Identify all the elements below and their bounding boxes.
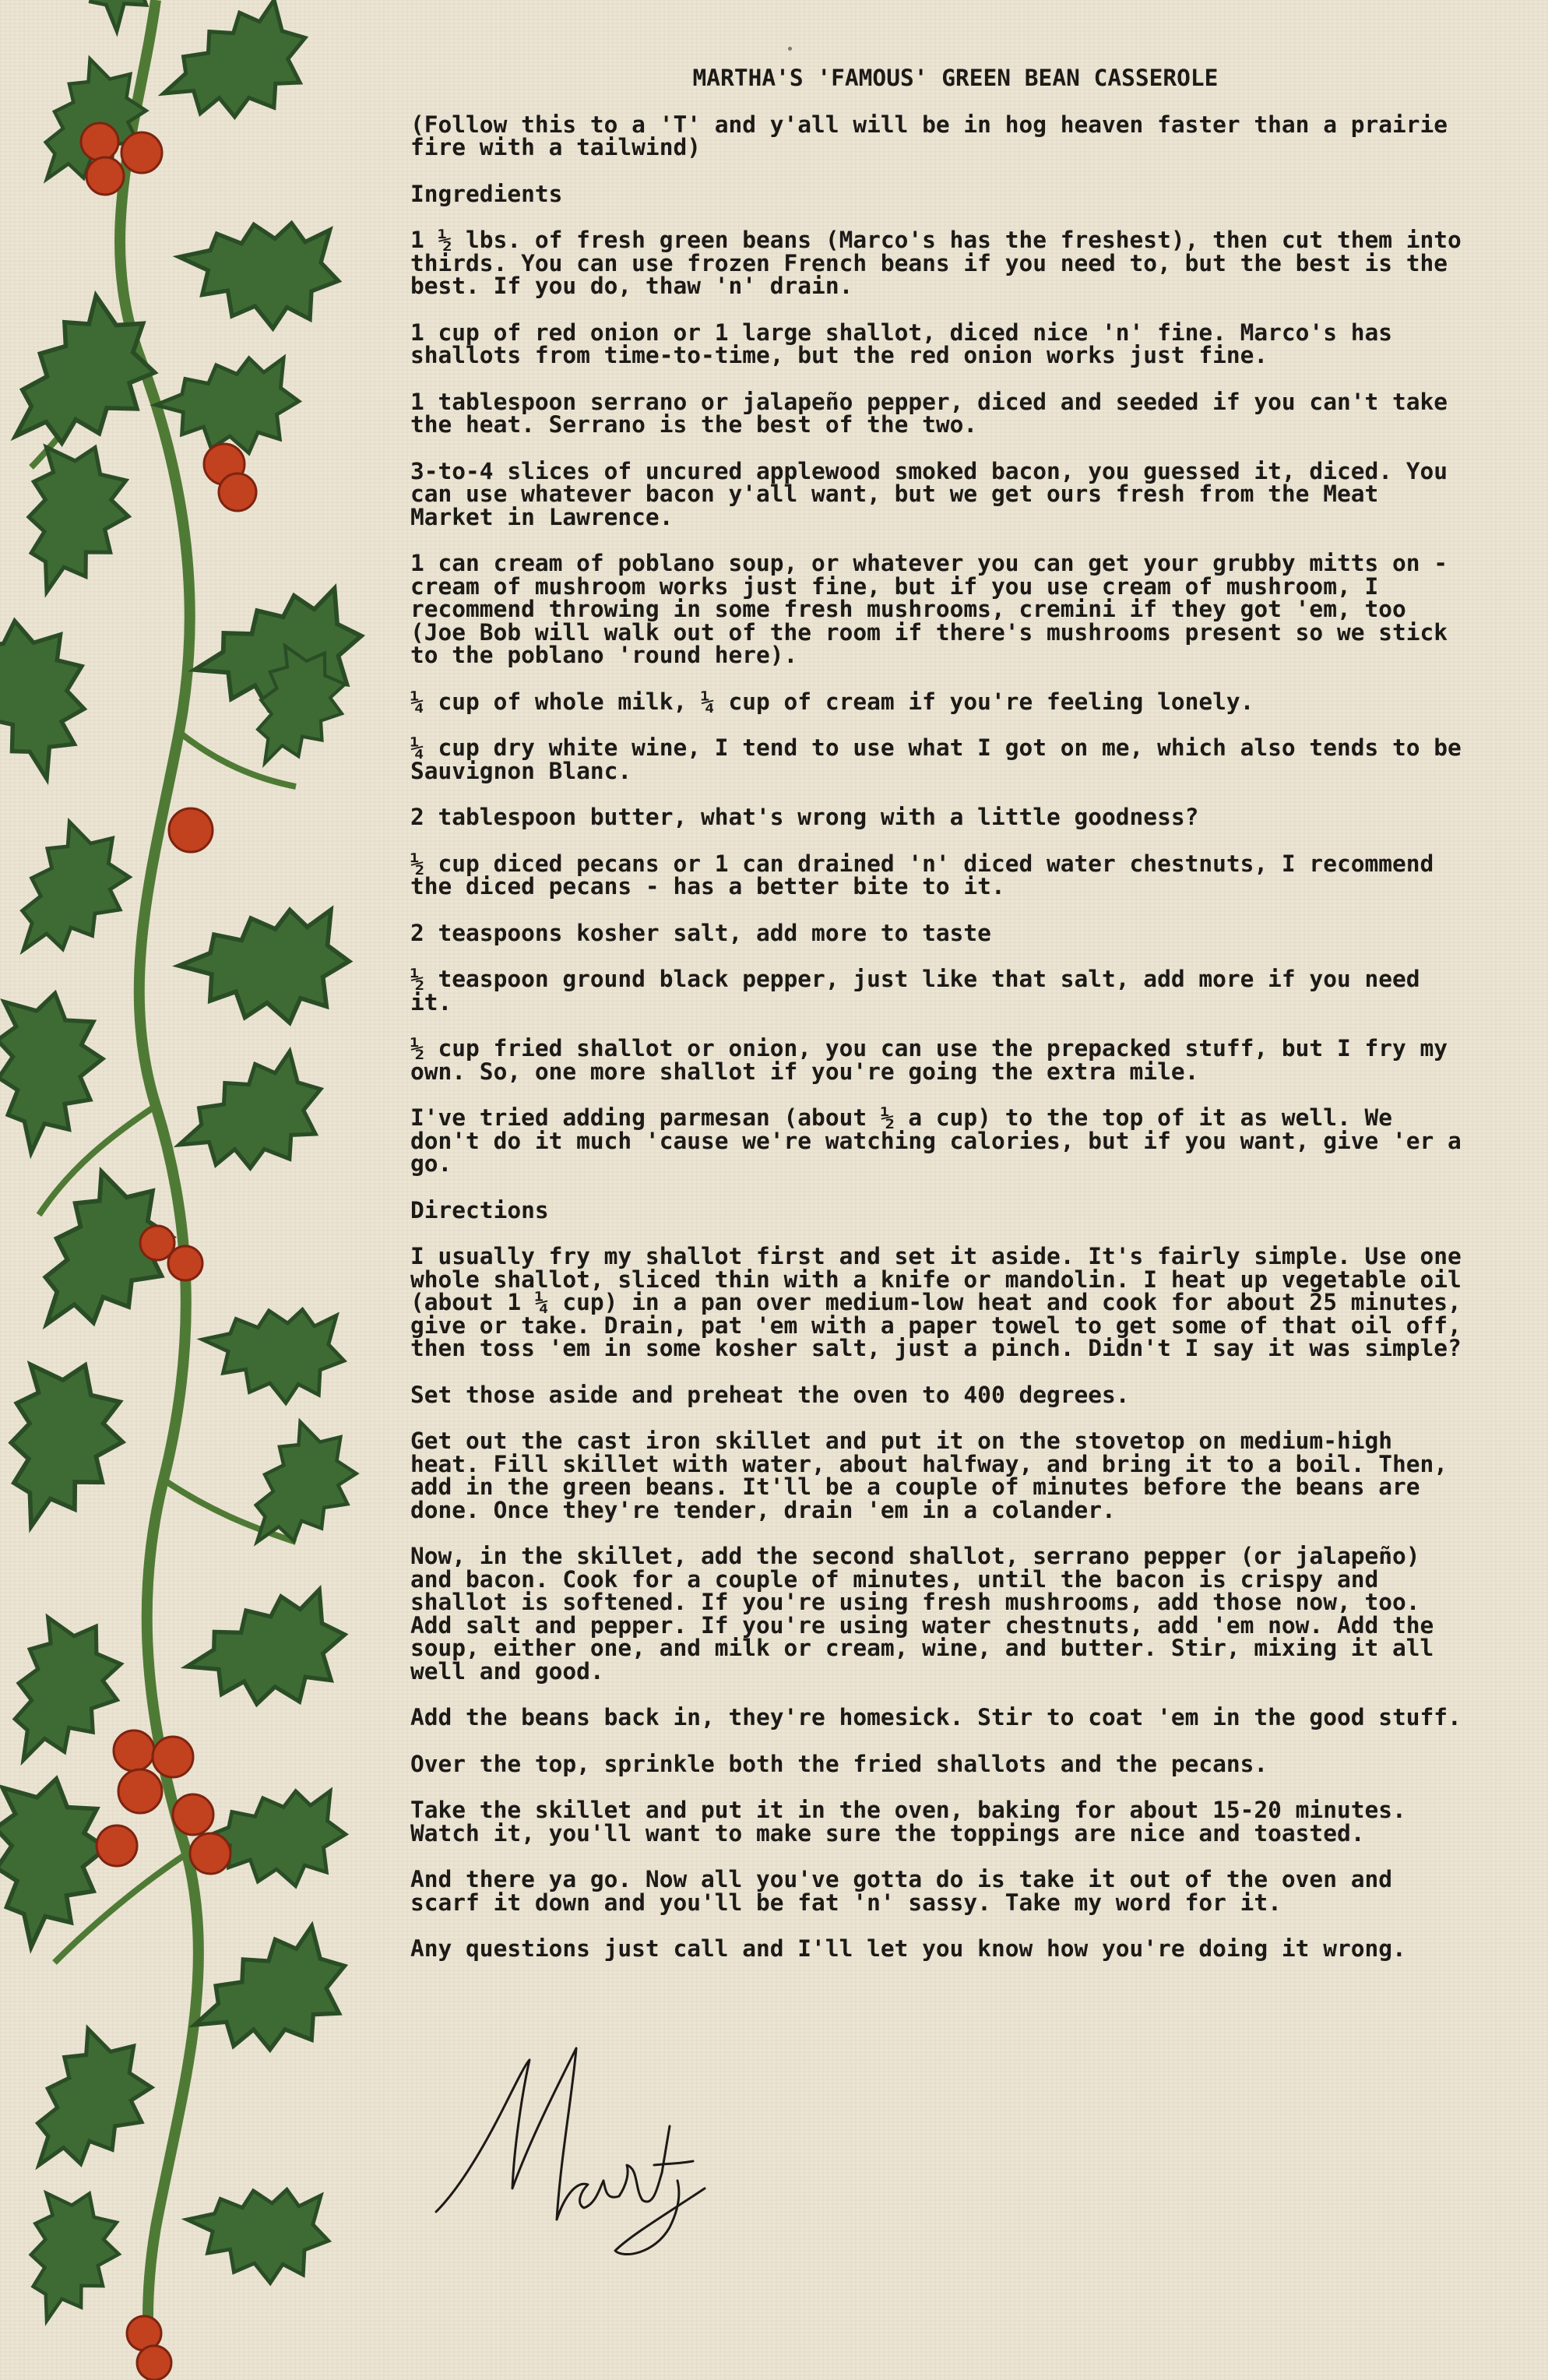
ingredient-item: ½ teaspoon ground black pepper, just like that salt, add more if you need it. bbox=[410, 966, 1420, 1016]
recipe-letter bbox=[410, 67, 1469, 1984]
ingredients-heading: Ingredients bbox=[410, 180, 563, 207]
holly-vine-illustration bbox=[0, 0, 374, 2380]
ingredient-item: 1 cup of red onion or 1 large shallot, diced nice 'n' fine. Marco's has shallots from time-to-time, but the red onion works just fine. bbox=[410, 319, 1392, 368]
ingredient-item: 1 tablespoon serrano or jalapeño pepper, diced and seeded if you can't take the heat. Serrano is the best of the two. bbox=[410, 388, 1448, 438]
direction-step: I usually fry my shallot first and set it aside. It's fairly simple. Use one whole shallot, sliced thin with a knife or mandolin. I heat up vegetable oil (about 1 ¼ cup) in a pan over medium-low heat and cook for about 25 minutes, give or take. Drain, pat 'em with a paper towel to get some of that oil off, then toss 'em in some kosher salt, just a pinch. Didn't I say it was simple? bbox=[410, 1243, 1462, 1361]
direction-step: Set those aside and preheat the oven to 400 degrees. bbox=[410, 1381, 1130, 1408]
ingredient-item: 1 can cream of poblano soup, or whatever you can get your grubby mitts on - cream of mushroom works just fine, but if you use cream of mushroom, I recommend throwing in some fresh mushrooms, cremini if they got 'em, too (Joe Bob will walk out of the room if there's mushrooms present so we stick to the poblano 'round here). bbox=[410, 550, 1448, 668]
direction-step: Any questions just call and I'll let you know how you're doing it wrong. bbox=[410, 1935, 1406, 1962]
direction-step: Get out the cast iron skillet and put it on the stovetop on medium-high heat. Fill skillet with water, about halfway, and bring it to a boil. Then, add in the green beans. It'll be a couple of minutes before the beans are done. Once they're tender, drain 'em in a colander. bbox=[410, 1428, 1448, 1523]
recipe-intro: (Follow this to a 'T' and y'all will be in hog heaven faster than a prairie fire with a tailwind) bbox=[410, 111, 1448, 160]
ingredient-item: ¼ cup dry white wine, I tend to use what I got on me, which also tends to be Sauvignon Blanc. bbox=[410, 734, 1462, 784]
recipe-title: MARTHA'S 'FAMOUS' GREEN BEAN CASSEROLE bbox=[692, 65, 1219, 91]
ingredient-item: I've tried adding parmesan (about ½ a cup) to the top of it as well. We don't do it much 'cause we're watching calories, but if you want, give 'er a go. bbox=[410, 1104, 1462, 1177]
handwritten-signature bbox=[420, 2033, 732, 2266]
ingredient-item: ¼ cup of whole milk, ¼ cup of cream if you're feeling lonely. bbox=[410, 688, 1254, 715]
ingredient-item: 2 teaspoons kosher salt, add more to taste bbox=[410, 919, 991, 946]
direction-step: Add the beans back in, they're homesick. Stir to coat 'em in the good stuff. bbox=[410, 1704, 1462, 1730]
direction-step: Now, in the skillet, add the second shallot, serrano pepper (or jalapeño) and bacon. Cook for a couple of minutes, until the bacon is crispy and shallot is softened. If you're using fresh mushrooms, add those now, too. Add salt and pepper. If you're using water chestnuts, add 'em now. Add the soup, either one, and milk or cream, wine, and butter. Stir, mixing it all well and good. bbox=[410, 1543, 1434, 1685]
direction-step: Take the skillet and put it in the oven, baking for about 15-20 minutes. Watch it, you'll want to make sure the toppings are nice and toasted. bbox=[410, 1797, 1406, 1847]
ingredient-item: 1 ½ lbs. of fresh green beans (Marco's has the freshest), then cut them into thirds. You can use frozen French beans if you need to, but the best is the best. If you do, thaw 'n' drain. bbox=[410, 227, 1462, 299]
ingredient-item: 3-to-4 slices of uncured applewood smoked bacon, you guessed it, diced. You can use whatever bacon y'all want, but we get ours fresh from the Meat Market in Lawrence. bbox=[410, 457, 1448, 530]
ingredient-item: ½ cup diced pecans or 1 can drained 'n' diced water chestnuts, I recommend the diced pecans - has a better bite to it. bbox=[410, 850, 1434, 900]
paper-speck bbox=[788, 47, 792, 51]
ingredient-item: ½ cup fried shallot or onion, you can use the prepacked stuff, but I fry my own. So, one more shallot if you're going the extra mile. bbox=[410, 1035, 1448, 1085]
direction-step: Over the top, sprinkle both the fried shallots and the pecans. bbox=[410, 1750, 1268, 1777]
directions-heading: Directions bbox=[410, 1196, 549, 1223]
direction-step: And there ya go. Now all you've gotta do is take it out of the oven and scarf it down and you'll be fat 'n' sassy. Take my word for it. bbox=[410, 1866, 1392, 1916]
ingredient-item: 2 tablespoon butter, what's wrong with a little goodness? bbox=[410, 804, 1199, 830]
